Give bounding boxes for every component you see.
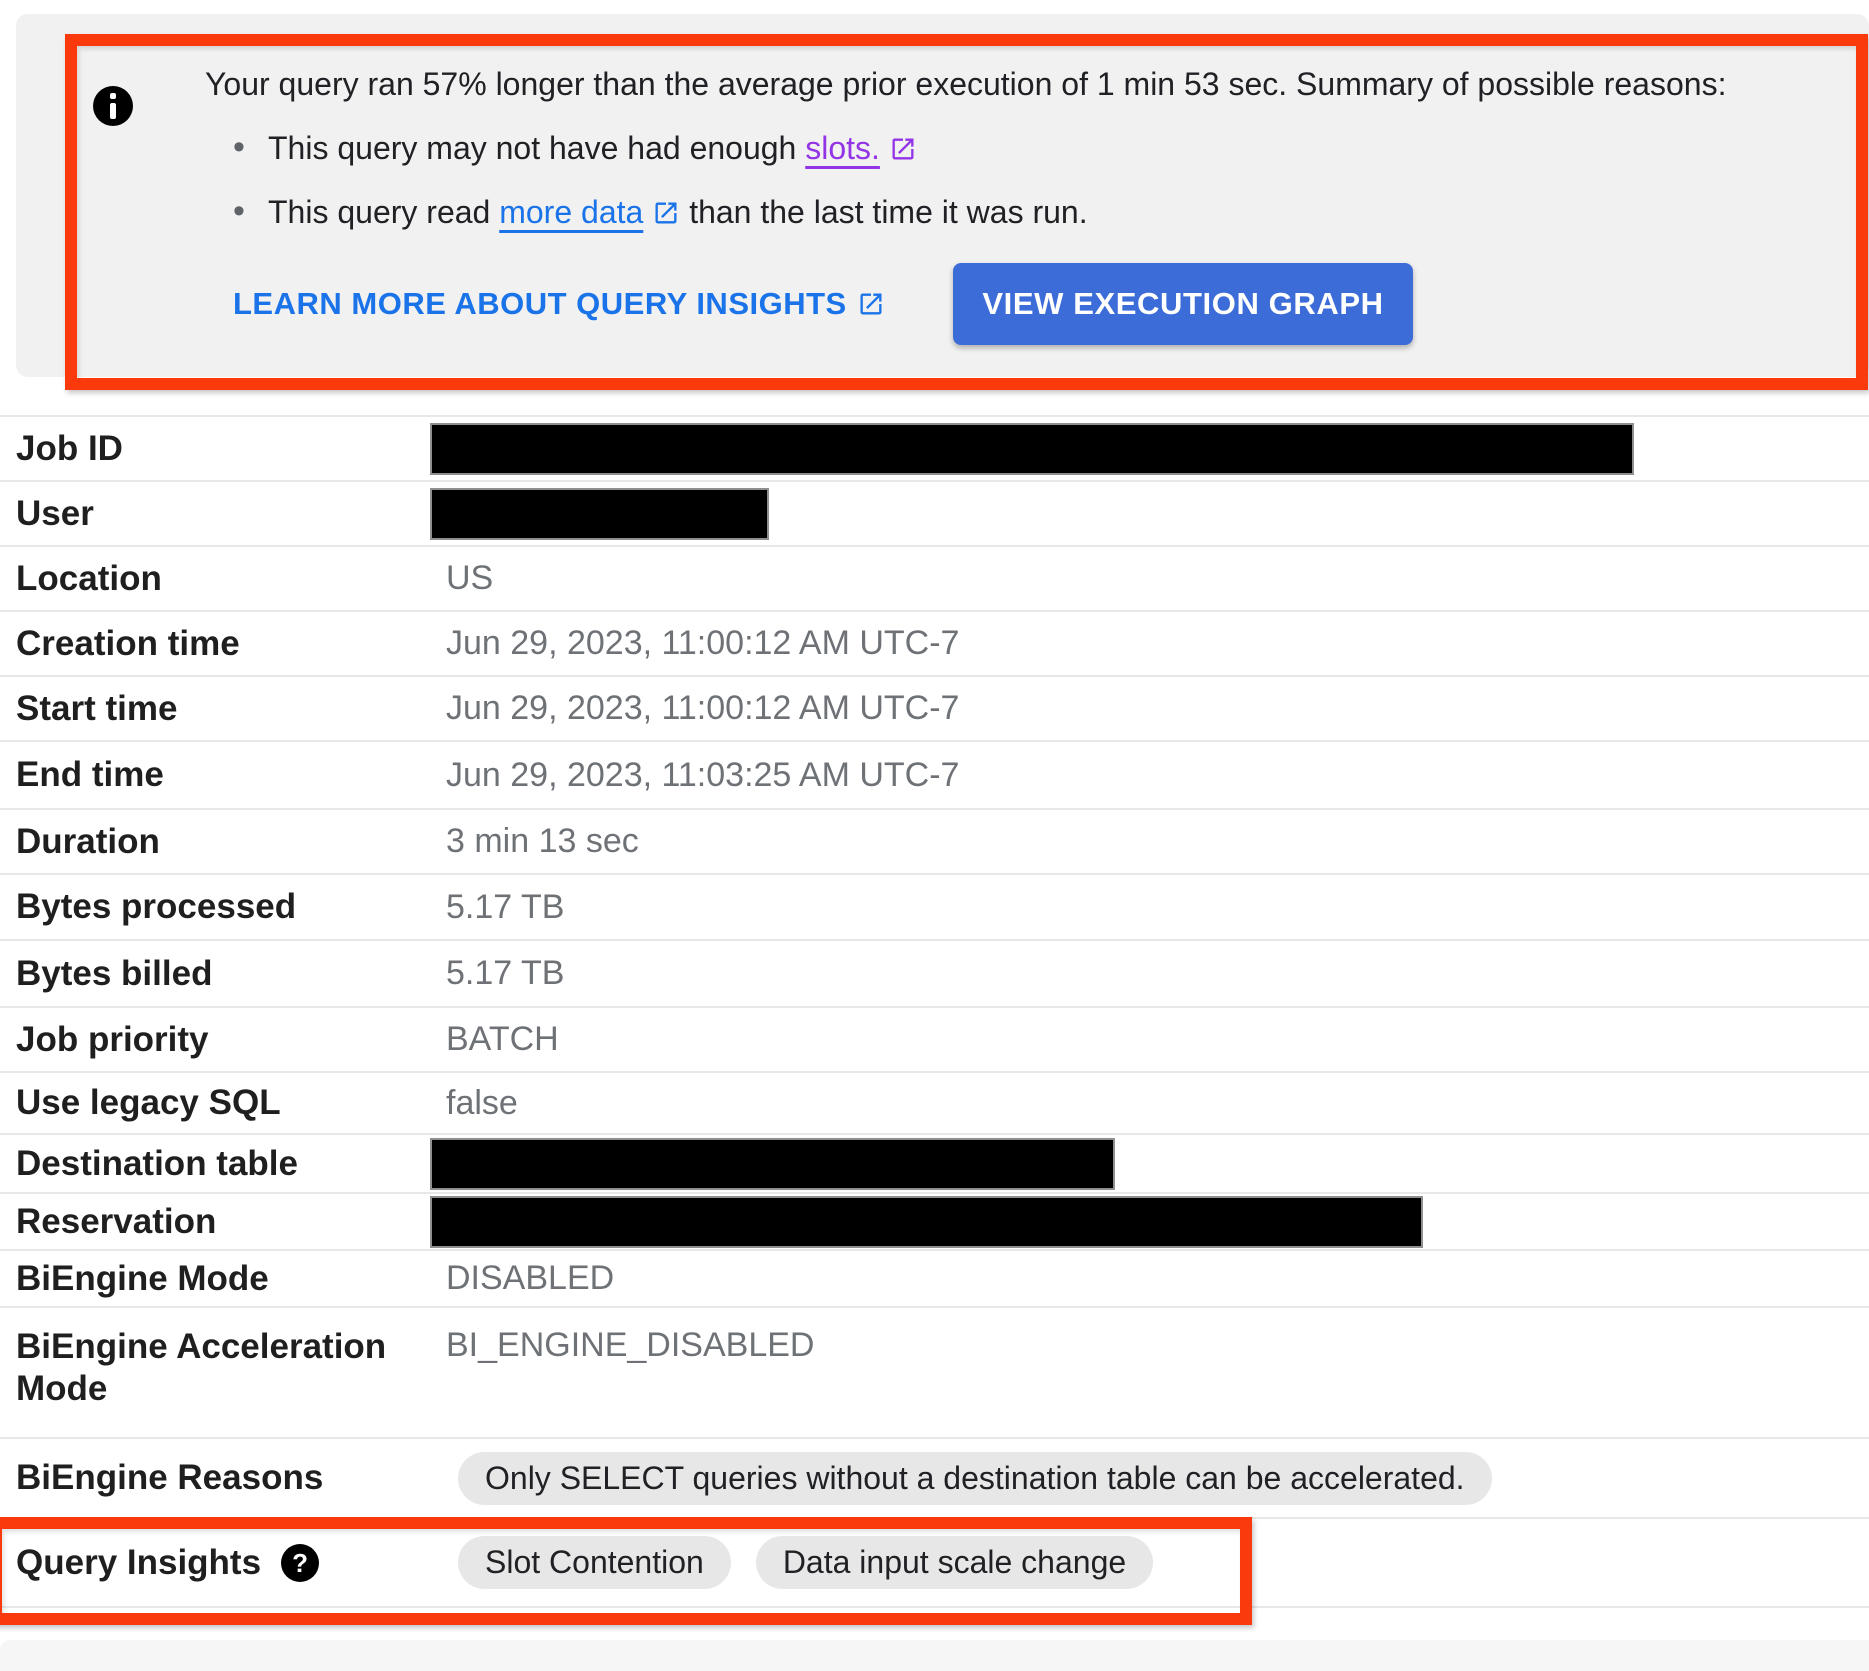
insight-chip-slot-contention: Slot Contention xyxy=(458,1536,731,1589)
table-row-location xyxy=(0,545,1869,610)
table-row-reservation xyxy=(0,1192,1869,1249)
table-row-bytes-processed xyxy=(0,873,1869,939)
row-label: BiEngine Acceleration Mode xyxy=(16,1327,387,1408)
insight-chip-data-input-scale-change: Data input scale change xyxy=(756,1536,1153,1589)
learn-more-link[interactable]: LEARN MORE ABOUT QUERY INSIGHTS xyxy=(233,263,885,345)
row-value: BI_ENGINE_DISABLED xyxy=(446,1326,815,1364)
slots-link[interactable]: slots. xyxy=(805,130,917,166)
redacted-value xyxy=(430,423,1634,475)
row-label: BiEngine Mode xyxy=(16,1258,269,1298)
table-row-start-time xyxy=(0,675,1869,740)
row-label: Destination table xyxy=(16,1143,298,1183)
row-label: Job priority xyxy=(16,1019,209,1059)
bullet-more-data xyxy=(205,192,1855,232)
more-data-link[interactable]: more data xyxy=(499,194,680,230)
help-icon[interactable] xyxy=(281,1544,319,1582)
bullet-more-data-suffix: than the last time it was run. xyxy=(680,194,1088,230)
row-value: US xyxy=(446,559,494,597)
row-label: Start time xyxy=(16,688,178,728)
row-label: User xyxy=(16,493,94,533)
view-execution-graph-button[interactable]: VIEW EXECUTION GRAPH xyxy=(953,263,1413,345)
row-value: 5.17 TB xyxy=(446,954,565,992)
row-label: Creation time xyxy=(16,623,240,663)
redacted-value xyxy=(430,488,769,540)
row-label: Query Insights xyxy=(16,1542,262,1582)
row-label: Job ID xyxy=(16,428,123,468)
bullet-slots-text: This query may not have had enough xyxy=(268,130,806,166)
banner-message: Your query ran 57% longer than the average prior execution of 1 min 53 sec. Summary of possible reasons: xyxy=(205,66,1727,102)
open-in-new-icon xyxy=(652,199,680,227)
table-row-biengine-acceleration-mode xyxy=(0,1306,1869,1437)
redacted-value xyxy=(430,1138,1115,1190)
redacted-value xyxy=(430,1196,1423,1248)
row-label: Location xyxy=(16,558,162,598)
open-in-new-icon xyxy=(857,290,885,318)
table-row-use-legacy-sql xyxy=(0,1071,1869,1133)
table-row-job-id xyxy=(0,415,1869,480)
row-label: Bytes processed xyxy=(16,887,297,926)
row-value: Jun 29, 2023, 11:00:12 AM UTC-7 xyxy=(446,689,960,727)
table-row-creation-time xyxy=(0,610,1869,675)
row-label: Duration xyxy=(16,821,160,861)
row-label: BiEngine Reasons xyxy=(16,1458,324,1497)
table-row-biengine-reasons xyxy=(0,1437,1869,1517)
info-icon xyxy=(93,86,133,126)
row-value: 3 min 13 sec xyxy=(446,822,639,860)
table-row-destination-table xyxy=(0,1133,1869,1192)
row-label: End time xyxy=(16,755,164,794)
table-row-job-priority xyxy=(0,1006,1869,1071)
open-in-new-icon xyxy=(889,135,917,163)
job-information-table xyxy=(0,415,1869,1608)
row-value: false xyxy=(446,1083,518,1122)
table-row-query-insights xyxy=(0,1517,1869,1608)
table-row-user xyxy=(0,480,1869,545)
row-value: Jun 29, 2023, 11:03:25 AM UTC-7 xyxy=(446,755,960,794)
banner-text xyxy=(205,64,1855,232)
table-row-duration xyxy=(0,808,1869,873)
row-value: BATCH xyxy=(446,1020,559,1058)
table-row-bytes-billed xyxy=(0,939,1869,1006)
row-label: Use legacy SQL xyxy=(16,1083,281,1122)
table-row-end-time xyxy=(0,740,1869,808)
row-value: DISABLED xyxy=(446,1259,615,1297)
banner-bullet-list xyxy=(205,128,1855,232)
row-label: Bytes billed xyxy=(16,953,213,993)
row-value: 5.17 TB xyxy=(446,887,565,926)
next-section-edge xyxy=(0,1640,1869,1671)
bullet-more-data-text: This query read xyxy=(268,194,500,230)
biengine-reason-chip: Only SELECT queries without a destination table can be accelerated. xyxy=(458,1452,1492,1505)
bullet-slots xyxy=(205,128,1855,168)
query-insights-banner xyxy=(16,14,1869,377)
row-value: Jun 29, 2023, 11:00:12 AM UTC-7 xyxy=(446,624,960,662)
table-row-biengine-mode xyxy=(0,1249,1869,1306)
row-label: Reservation xyxy=(16,1201,217,1241)
